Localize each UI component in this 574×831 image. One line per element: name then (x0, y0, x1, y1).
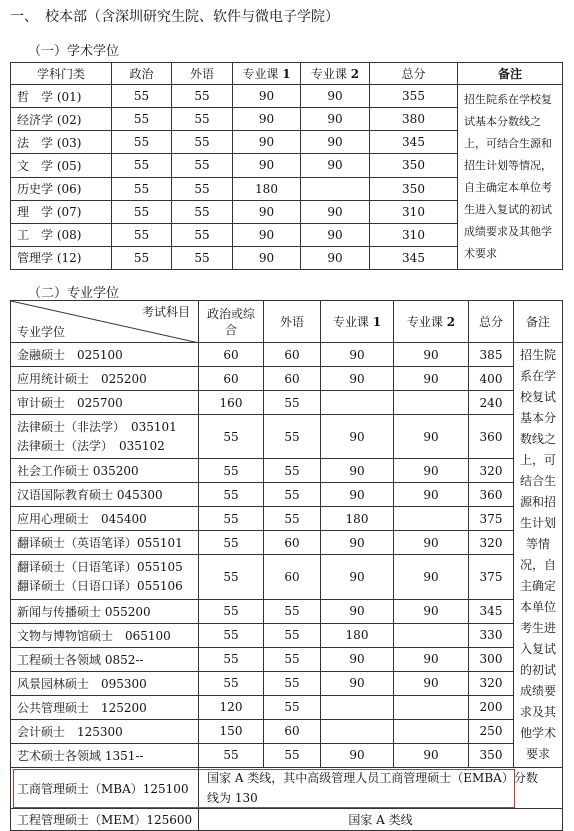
degree-name: 风景园林硕士 095300 (17, 676, 147, 691)
table-row (11, 85, 563, 108)
cell-m1: 180 (233, 177, 301, 200)
cell-m1: 90 (321, 555, 394, 599)
cell-m1 (321, 391, 394, 415)
cell-politics: 55 (112, 85, 172, 108)
cell-m2 (394, 695, 469, 719)
row-degree (11, 647, 199, 671)
cell-m1: 90 (321, 483, 394, 507)
cell-politics: 55 (199, 647, 264, 671)
degree-name: 文物与博物馆硕士 065100 (17, 628, 171, 643)
cell-total: 350 (370, 154, 458, 177)
cell-foreign: 55 (264, 671, 321, 695)
col-header-major2-prefix: 专业课 (406, 315, 447, 329)
cell-foreign: 55 (264, 743, 321, 767)
col-header-total: 总分 (469, 301, 514, 343)
cell-total: 345 (370, 131, 458, 154)
col-header-major2-prefix: 专业课 (310, 67, 351, 81)
row-degree (11, 623, 199, 647)
cell-total: 310 (370, 223, 458, 246)
cell-m1: 90 (233, 200, 301, 223)
cell-foreign: 55 (264, 459, 321, 483)
cell-m1: 90 (321, 459, 394, 483)
cell-foreign: 55 (264, 623, 321, 647)
academic-table (10, 62, 563, 270)
diag-degree: 专业学位 (17, 325, 66, 339)
degree-name: 会计硕士 125300 (17, 724, 123, 739)
cell-total: 380 (370, 108, 458, 131)
cell-total: 385 (469, 343, 514, 367)
cell-total: 400 (469, 367, 514, 391)
table-row (11, 719, 563, 743)
degree-name: 社会工作硕士 035200 (17, 464, 139, 479)
cell-total: 300 (469, 647, 514, 671)
degree-name: 翻译硕士（英语笔译）055101 (17, 536, 183, 551)
col-header-major2-num: 2 (350, 67, 360, 81)
table-row (11, 459, 563, 483)
row-category: 文 学 (05) (11, 154, 112, 177)
table-row (11, 599, 563, 623)
col-header-major2 (301, 63, 370, 85)
row-category: 工 学 (08) (11, 223, 112, 246)
col-header-politics-comprehensive: 政治或综合 (199, 301, 264, 343)
cell-m2: 90 (394, 647, 469, 671)
cell-total: 350 (370, 177, 458, 200)
cell-m2: 90 (394, 367, 469, 391)
cell-m2 (394, 507, 469, 531)
note-cell: 招生院系在学校复试基本分数线之上，可结合生源和招生计划等情况，自主确定本单位考生进入复试的初试成绩要求及其他学术要求 (514, 343, 563, 768)
cell-politics: 55 (199, 415, 264, 459)
row-degree (11, 555, 199, 599)
cell-m2: 90 (301, 200, 370, 223)
cell-foreign: 55 (172, 131, 233, 154)
row-degree (11, 719, 199, 743)
cell-m1: 90 (321, 367, 394, 391)
cell-m2 (394, 391, 469, 415)
cell-foreign: 55 (172, 177, 233, 200)
cell-total: 320 (469, 671, 514, 695)
cell-m2: 90 (394, 483, 469, 507)
cell-politics: 55 (199, 623, 264, 647)
cell-m2: 90 (301, 246, 370, 269)
cell-politics: 55 (199, 671, 264, 695)
cell-m2 (394, 719, 469, 743)
cell-m1: 90 (233, 85, 301, 108)
cell-politics: 120 (199, 695, 264, 719)
degree-name: 金融硕士 025100 (17, 348, 123, 363)
cell-m1: 90 (233, 223, 301, 246)
cell-politics: 55 (112, 108, 172, 131)
cell-m2: 90 (394, 599, 469, 623)
table-row (11, 695, 563, 719)
degree-name: 汉语国际教育硕士 045300 (17, 488, 163, 503)
section-title: 一、 校本部（含深圳研究生院、软件与微电子学院） (10, 9, 339, 25)
cell-m1: 180 (321, 507, 394, 531)
cell-m1 (321, 719, 394, 743)
col-header-diagonal (11, 301, 199, 343)
cell-m2: 90 (394, 743, 469, 767)
row-degree (11, 343, 199, 367)
cell-politics: 55 (199, 599, 264, 623)
col-header-major1 (233, 63, 301, 85)
degree-name-2: 法律硕士（法学） 035102 (17, 438, 165, 453)
cell-foreign: 55 (172, 154, 233, 177)
cell-total: 320 (469, 531, 514, 555)
cell-foreign: 55 (172, 246, 233, 269)
col-header-major1-prefix: 专业课 (332, 315, 373, 329)
cell-politics: 55 (112, 177, 172, 200)
row-category: 经济学 (02) (11, 108, 112, 131)
cell-m2: 90 (301, 108, 370, 131)
cell-total: 360 (469, 483, 514, 507)
table-row (11, 743, 563, 767)
row-category: 法 学 (03) (11, 131, 112, 154)
cell-m1: 90 (321, 647, 394, 671)
degree-name: 工程硕士各领域 0852-- (17, 652, 144, 667)
degree-name: 法律硕士（非法学） 035101 (17, 419, 177, 434)
cell-politics: 55 (199, 483, 264, 507)
cell-politics: 55 (199, 507, 264, 531)
cell-total: 320 (469, 459, 514, 483)
cell-politics: 60 (199, 367, 264, 391)
col-header-major1-prefix: 专业课 (242, 67, 283, 81)
cell-politics: 55 (112, 200, 172, 223)
cell-foreign: 60 (264, 719, 321, 743)
cell-politics: 55 (112, 131, 172, 154)
cell-total: 345 (469, 599, 514, 623)
cell-foreign: 55 (264, 695, 321, 719)
cell-politics: 150 (199, 719, 264, 743)
cell-m2: 90 (394, 459, 469, 483)
cell-m1: 90 (321, 599, 394, 623)
row-degree (11, 367, 199, 391)
col-header-category: 学科门类 (11, 63, 112, 85)
cell-foreign: 55 (264, 647, 321, 671)
col-header-major1-num: 1 (372, 315, 382, 329)
cell-foreign: 55 (172, 200, 233, 223)
table-row (11, 507, 563, 531)
cell-m1 (321, 695, 394, 719)
col-header-total: 总分 (370, 63, 458, 85)
cell-total: 330 (469, 623, 514, 647)
row-degree (11, 391, 199, 415)
cell-politics: 55 (112, 246, 172, 269)
cell-total: 360 (469, 415, 514, 459)
degree-name: 翻译硕士（日语笔译）055105 (17, 560, 183, 575)
cell-foreign: 60 (264, 555, 321, 599)
cell-foreign: 55 (264, 599, 321, 623)
table-row (11, 531, 563, 555)
cell-total: 375 (469, 555, 514, 599)
table-row (11, 391, 563, 415)
cell-m1: 90 (321, 531, 394, 555)
row-category: 理 学 (07) (11, 200, 112, 223)
col-header-politics: 政治 (112, 63, 172, 85)
row-degree-mba: 工商管理硕士（MBA）125100 (11, 768, 199, 809)
professional-table (10, 300, 563, 831)
note-cell: 招生院系在学校复试基本分数线之上，可结合生源和招生计划等情况，自主确定本单位考生进入复试的初试成绩要求及其他学术要求 (458, 85, 563, 270)
cell-total: 350 (469, 743, 514, 767)
degree-name: 新闻与传播硕士 055200 (17, 604, 151, 619)
mba-merged-cell: 国家 A 类线，其中高级管理人员工商管理硕士（EMBA）分数线为 130 (199, 768, 563, 809)
table-row (11, 343, 563, 367)
row-degree (11, 743, 199, 767)
professional-title: （二）专业学位 (28, 286, 120, 301)
cell-total: 240 (469, 391, 514, 415)
cell-foreign: 55 (264, 483, 321, 507)
cell-foreign: 55 (264, 391, 321, 415)
table-row (11, 671, 563, 695)
row-degree (11, 459, 199, 483)
mba-highlight-box (13, 769, 515, 808)
row-category: 历史学 (06) (11, 177, 112, 200)
cell-m2: 90 (301, 85, 370, 108)
cell-total: 200 (469, 695, 514, 719)
row-degree (11, 671, 199, 695)
col-header-foreign: 外语 (172, 63, 233, 85)
cell-foreign: 55 (172, 223, 233, 246)
row-degree (11, 483, 199, 507)
cell-m1: 180 (321, 623, 394, 647)
table-row (11, 555, 563, 599)
cell-total: 375 (469, 507, 514, 531)
degree-name: 审计硕士 025700 (17, 396, 123, 411)
degree-name: 公共管理硕士 125200 (17, 700, 147, 715)
degree-name-2: 翻译硕士（日语口译）055106 (17, 579, 183, 594)
cell-total: 355 (370, 85, 458, 108)
cell-politics: 55 (112, 154, 172, 177)
degree-name: 应用统计硕士 025200 (17, 372, 147, 387)
cell-foreign: 55 (172, 108, 233, 131)
cell-politics: 60 (199, 343, 264, 367)
col-header-major1 (321, 301, 394, 343)
cell-politics: 55 (112, 223, 172, 246)
table-row (11, 415, 563, 459)
cell-total: 345 (370, 246, 458, 269)
col-header-major2-num: 2 (446, 315, 456, 329)
col-header-major2 (394, 301, 469, 343)
cell-m2 (394, 623, 469, 647)
mem-merged-cell: 国家 A 类线 (199, 809, 563, 831)
cell-foreign: 60 (264, 367, 321, 391)
cell-m1: 90 (233, 108, 301, 131)
cell-foreign: 60 (264, 531, 321, 555)
table-row (11, 367, 563, 391)
cell-politics: 55 (199, 555, 264, 599)
cell-total: 250 (469, 719, 514, 743)
cell-m2: 90 (394, 671, 469, 695)
cell-m2: 90 (301, 223, 370, 246)
degree-name: 艺术硕士各领域 1351-- (17, 748, 144, 763)
cell-politics: 55 (199, 531, 264, 555)
table-row (11, 623, 563, 647)
col-header-note (458, 63, 563, 85)
cell-m2: 90 (394, 415, 469, 459)
cell-m1: 90 (233, 131, 301, 154)
cell-foreign: 55 (264, 507, 321, 531)
row-degree (11, 415, 199, 459)
cell-m1: 90 (321, 671, 394, 695)
cell-m1: 90 (233, 246, 301, 269)
cell-m2: 90 (394, 531, 469, 555)
cell-m1: 90 (321, 343, 394, 367)
cell-m2 (301, 177, 370, 200)
cell-foreign: 55 (264, 415, 321, 459)
cell-politics: 160 (199, 391, 264, 415)
academic-title: （一）学术学位 (28, 44, 120, 59)
diag-exam-subjects: 考试科目 (141, 305, 190, 319)
col-header-note: 备注 (514, 301, 563, 343)
cell-m1: 90 (233, 154, 301, 177)
cell-m1: 90 (321, 415, 394, 459)
degree-name: 应用心理硕士 045400 (17, 512, 147, 527)
cell-foreign: 60 (264, 343, 321, 367)
row-category: 哲 学 (01) (11, 85, 112, 108)
col-header-note-label: 备注 (497, 67, 522, 81)
table-row (11, 483, 563, 507)
row-degree (11, 531, 199, 555)
cell-m2: 90 (394, 343, 469, 367)
row-degree (11, 695, 199, 719)
row-degree (11, 599, 199, 623)
row-degree (11, 507, 199, 531)
row-degree-mem: 工程管理硕士（MEM）125600 (11, 809, 199, 831)
cell-m2: 90 (301, 154, 370, 177)
cell-total: 310 (370, 200, 458, 223)
cell-politics: 55 (199, 459, 264, 483)
cell-m1: 90 (321, 743, 394, 767)
col-header-major1-num: 1 (282, 67, 291, 81)
cell-politics: 55 (199, 743, 264, 767)
row-category: 管理学 (12) (11, 246, 112, 269)
table-row (11, 647, 563, 671)
cell-m2: 90 (301, 131, 370, 154)
col-header-foreign: 外语 (264, 301, 321, 343)
cell-m2: 90 (394, 555, 469, 599)
cell-foreign: 55 (172, 85, 233, 108)
